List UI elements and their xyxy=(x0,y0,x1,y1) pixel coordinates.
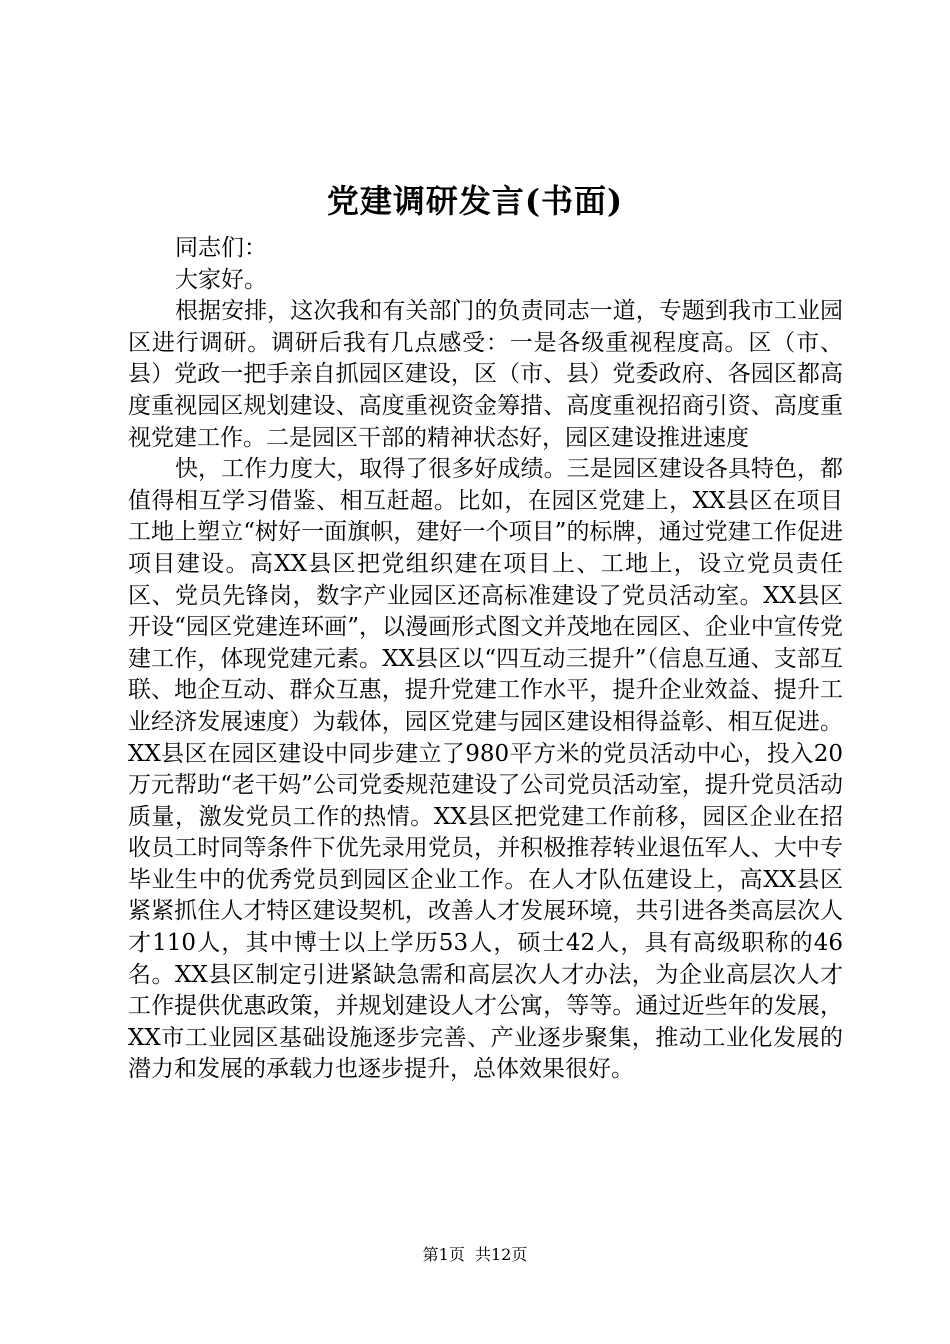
body-paragraph-1: 根据安排，这次我和有关部门的负责同志一道，专题到我市工业园区进行调研。调研后我有几点感受：一是各级重视程度高。区（市、县）党政一把手亲自抓园区建设，区（市、县）党委政府、各园区都高度重视园区规划建设、高度重视资金筹措、高度重视招商引资、高度重视党建工作。二是园区干部的精神状态好，园区建设推进速度 xyxy=(128,298,843,451)
document-body xyxy=(128,233,843,1086)
body-paragraph-2: 快，工作力度大，取得了很多好成绩。三是园区建设各具特色，都值得相互学习借鉴、相互赶超。比如，在园区党建上，XX县区在项目工地上塑立“树好一面旗帜，建好一个项目”的标牌，通过党建工作促进项目建设。高XX县区把党组织建在项目上、工地上，设立党员责任区、党员先锋岗，数字产业园区还高标准建设了党员活动室。XX县区开设“园区党建连环画”，以漫画形式图文并茂地在园区、企业中宣传党建工作，体现党建元素。XX县区以“四互动三提升”（信息互通、支部互联、地企互动、群众互惠，提升党建工作水平，提升企业效益、提升工业经济发展速度）为载体，园区党建与园区建设相得益彰、相互促进。XX县区在园区建设中同步建立了980平方米的党员活动中心，投入20万元帮助“老干妈”公司党委规范建设了公司党员活动室，提升党员活动质量，激发党员工作的热情。XX县区把党建工作前移，园区企业在招收员工时同等条件下优先录用党员，并积极推荐转业退伍军人、大中专毕业生中的优秀党员到园区企业工作。在人才队伍建设上，高XX县区紧紧抓住人才特区建设契机，改善人才发展环境，共引进各类高层次人才110人，其中博士以上学历53人，硕士42人，具有高级职称的46名。XX县区制定引进紧缺急需和高层次人才办法，为企业高层次人才工作提供优惠政策，并规划建设人才公寓，等等。通过近些年的发展，XX市工业园区基础设施逐步完善、产业逐步聚集，推动工业化发展的潜力和发展的承载力也逐步提升，总体效果很好。 xyxy=(128,456,843,1083)
page-number-footer: 第1页 共12页 xyxy=(422,1245,528,1264)
salutation-paragraph: 同志们： xyxy=(175,235,267,261)
document-title: 党建调研发言(书面) xyxy=(326,182,624,220)
greeting-paragraph: 大家好。 xyxy=(175,266,267,293)
